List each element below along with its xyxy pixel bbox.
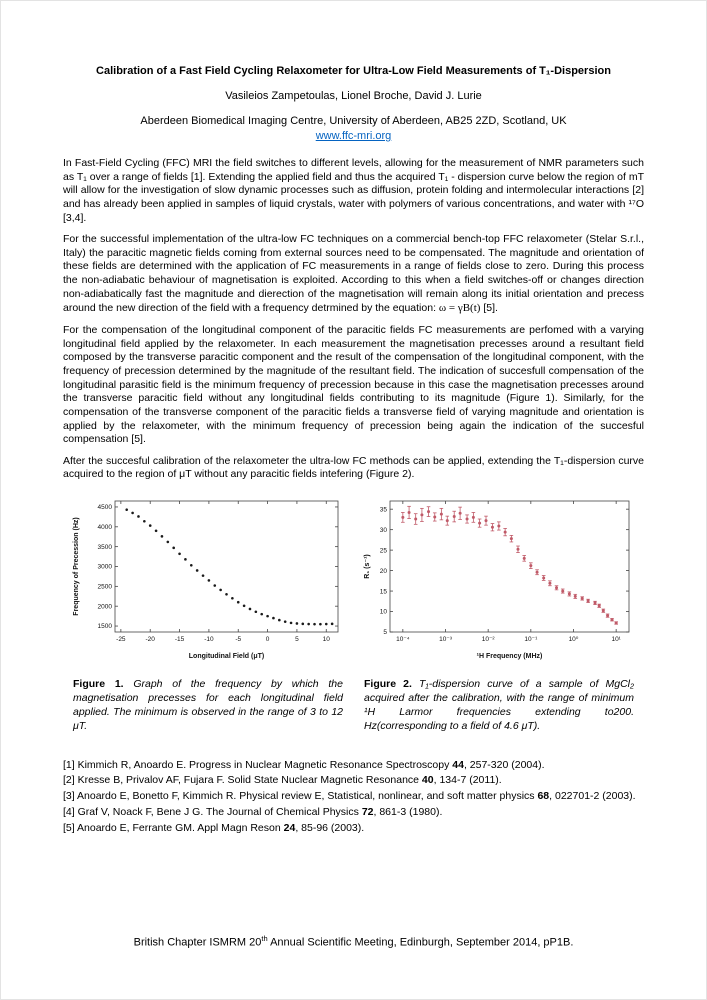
figures-row [63, 494, 644, 733]
figure-1-caption-text: Graph of the frequency by which the magnetisation precesses for each longitudinal field applied. The minimum is observed in the range of 3 to 12 μT. [73, 678, 343, 732]
paper-title: Calibration of a Fast Field Cycling Relaxometer for Ultra-Low Field Measurements of T₁-Dispersion [96, 65, 611, 77]
svg-text:4500: 4500 [97, 504, 112, 512]
svg-text:5: 5 [295, 636, 299, 644]
svg-text:10⁻⁴: 10⁻⁴ [396, 636, 410, 644]
svg-text:-25: -25 [116, 636, 126, 644]
svg-text:Frequency of Precession (Hz): Frequency of Precession (Hz) [73, 517, 80, 616]
paragraph-intro: In Fast-Field Cycling (FFC) MRI the field switches to different levels, allowing for the measurement of NMR parameters such as T₁ over a range of fields [1]. Extending the applied field and thus the acquired T₁ - dispersion curve below the region of mT will allow for the investigation of slow dynamic processes such as diffusion, protein folding and intermolecular interactions [2] and has already been applied in samples of liquid crystals, water with polymers of various concentrations, and water with ¹⁷O [3,4]. [63, 157, 644, 224]
authors-line: Vasileios Zampetoulas, Lionel Broche, David J. Lurie [225, 90, 482, 102]
reference-1-pages: , 257-320 (2004). [463, 758, 545, 771]
reference-2 [63, 773, 644, 789]
figure-1-caption [69, 678, 347, 733]
reference-1-volume: 44 [452, 758, 464, 771]
svg-text:10: 10 [379, 608, 387, 616]
reference-4-text: [4] Graf V, Noack F, Bene J G. The Journal of Chemical Physics [63, 805, 362, 818]
paragraph-compensation-ref: [5]. [480, 302, 498, 315]
reference-1 [63, 758, 644, 774]
figure-1-caption-label: Figure 1. [73, 678, 124, 691]
svg-text:-5: -5 [235, 636, 242, 644]
svg-text:35: 35 [379, 506, 387, 514]
svg-text:10⁻³: 10⁻³ [439, 636, 452, 644]
svg-text:10¹: 10¹ [611, 636, 621, 644]
svg-text:20: 20 [379, 567, 387, 575]
references-list [63, 758, 644, 837]
affiliation-line: Aberdeen Biomedical Imaging Centre, University of Aberdeen, AB25 2ZD, Scotland, UK [140, 115, 567, 127]
svg-text:2500: 2500 [97, 583, 112, 591]
website-link[interactable]: www.ffc-mri.org [315, 130, 392, 142]
reference-2-pages: , 134-7 (2011). [433, 774, 502, 787]
reference-5-volume: 24 [283, 821, 296, 834]
paragraph-conclusion: After the succesful calibration of the relaxometer the ultra-low FC methods can be applied, extending the T₁-dispersion curve acquired to the region of μT without any paracitic fields intefering (Figure 2). [63, 454, 644, 481]
figure-2-caption [360, 678, 638, 733]
svg-text:5: 5 [383, 629, 387, 637]
reference-4 [63, 805, 644, 821]
equation-omega: ω = γB(t) [438, 302, 481, 315]
reference-1-text: [1] Kimmich R, Anoardo E. Progress in Nuclear Magnetic Resonance Spectroscopy [63, 758, 453, 771]
paragraph-longitudinal: For the compensation of the longitudinal component of the paracitic fields FC measurements are perfomed with a varying longitudinal field applied by the relaxometer. In each measurement the magnetisation precesses around a resultant field composed by the transverse paracitic component and the result of the compensation of the longitudinal component, with the frequency of precession determined by the magnitude of the resultant field. The indication of succesfull compensation of the longitudinal parasitic field is the minimum frequency of precession because in this case the magnetisation precesses around the transverse paracitic field without any longitudinal fields contributing to its magnitude (Figure 1). Similarly, for the compensation of the transverse component of the paracitic fields a transverse field of varying magnitude and orientation is applied by the relaxometer, with the minimum frequency of precession being again the indication of the succesful compensation [5]. [63, 324, 644, 446]
svg-text:-10: -10 [204, 636, 214, 644]
reference-2-text: [2] Kresse B, Privalov AF, Fujara F. Solid State Nuclear Magnetic Resonance [63, 774, 422, 787]
svg-text:R₁ (s⁻¹): R₁ (s⁻¹) [364, 554, 371, 579]
svg-text:1500: 1500 [97, 623, 112, 631]
svg-text:0: 0 [265, 636, 270, 644]
figure-2-caption-label: Figure 2. [364, 678, 412, 691]
reference-3-volume: 68 [537, 790, 550, 803]
svg-text:30: 30 [379, 526, 387, 534]
svg-text:2000: 2000 [97, 603, 112, 611]
figure-2-plot [360, 494, 638, 664]
reference-5 [63, 821, 644, 837]
svg-text:-20: -20 [145, 636, 155, 644]
svg-text:10: 10 [322, 636, 330, 644]
footer-line [1, 934, 706, 949]
footer-text-pre: British Chapter ISMRM 20 [133, 937, 262, 949]
paragraph-compensation [63, 233, 644, 316]
svg-text:Longitudinal Field (μT): Longitudinal Field (μT) [188, 653, 265, 661]
reference-2-volume: 40 [421, 774, 434, 787]
reference-4-pages: , 861-3 (1980). [373, 805, 443, 818]
figure-2-caption-text: T₁-dispersion curve of a sample of MgCl₂ acquired after the calibration, with the range of minimum ¹H Larmor frequencies extending to200. Hz(corresponding to a field of 4.6 μT). [364, 678, 634, 732]
paragraph-compensation-text: For the successful implementation of the ultra-low FC techniques on a commercial bench-top FFC relaxometer (Stelar S.r.l., Italy) the paracitic magnetic fields coming from external sources need to be compensated. The magnitude and orientation of these fields are determined with the application of FC measurements in a range of fields close to zero. During this process the non-adiabatic behaviour of magnetisation is exploited. According to this when a field switches-off or changes direction non-adiabatically fast the magnitude and dierection of the magnetisation will remain along its initial orientation and precess around the new direction of the field with a frequency detrmined by the equation: [63, 233, 644, 315]
svg-text:10⁻¹: 10⁻¹ [524, 636, 538, 644]
svg-text:15: 15 [379, 588, 387, 596]
reference-3-pages: , 022701-2 (2003). [549, 790, 636, 803]
footer-superscript: th [261, 934, 268, 944]
reference-3-text: [3] Anoardo E, Bonetto F, Kimmich R. Physical review E, Statistical, nonlinear, and soft matter physics [63, 790, 538, 803]
figure-1-column [69, 494, 347, 733]
reference-4-volume: 72 [361, 805, 374, 818]
svg-text:4000: 4000 [97, 524, 112, 532]
reference-3 [63, 789, 644, 805]
svg-text:25: 25 [379, 547, 387, 555]
figure-1-plot [69, 494, 347, 664]
reference-5-text: [5] Anoardo E, Ferrante GM. Appl Magn Reson [63, 821, 284, 834]
svg-text:¹H Frequency (MHz): ¹H Frequency (MHz) [476, 653, 543, 661]
figure-2-column [360, 494, 638, 733]
svg-text:10⁻²: 10⁻² [481, 636, 495, 644]
svg-text:3000: 3000 [97, 563, 112, 571]
paper-content [1, 1, 706, 836]
footer-text-post: Annual Scientific Meeting, Edinburgh, September 2014, pP1B. [267, 937, 574, 949]
svg-text:10⁰: 10⁰ [568, 636, 579, 644]
svg-text:-15: -15 [174, 636, 185, 644]
svg-text:3500: 3500 [97, 543, 112, 551]
reference-5-pages: , 85-96 (2003). [295, 821, 365, 834]
